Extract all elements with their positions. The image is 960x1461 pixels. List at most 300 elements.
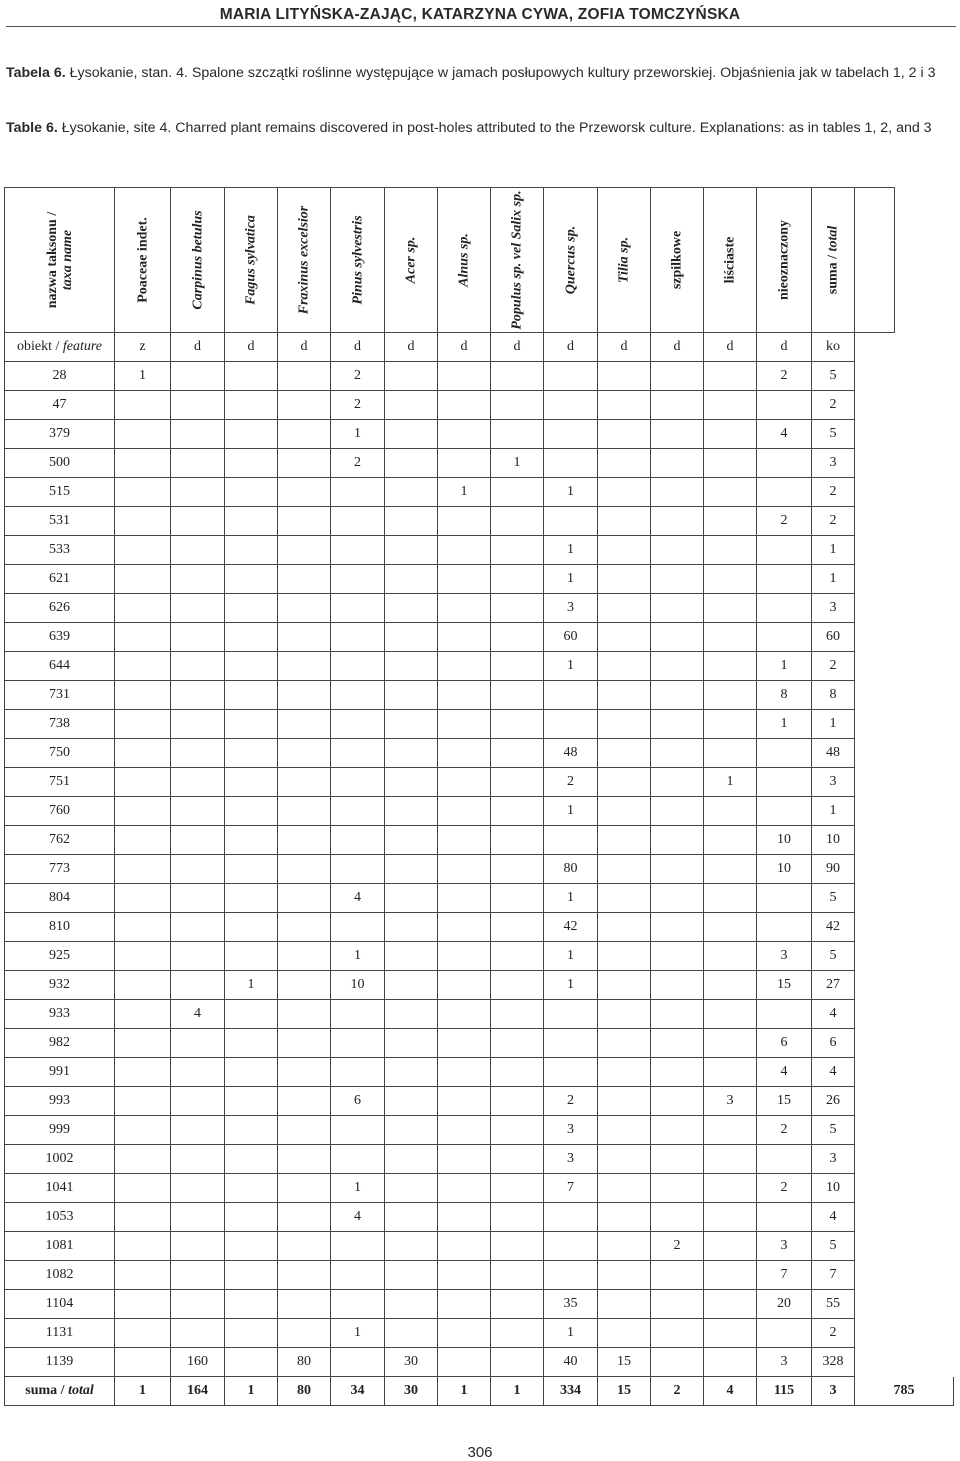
count-cell: 30: [385, 1348, 438, 1377]
count-cell: [278, 565, 331, 594]
header-column-9: [598, 188, 651, 333]
count-cell: [225, 1000, 278, 1029]
total-row: [5, 1377, 954, 1406]
count-cell: 1: [331, 1174, 385, 1203]
feature-id-cell: 773: [5, 855, 115, 884]
table-row: [5, 391, 954, 420]
count-cell: [544, 681, 598, 710]
feature-code: d: [491, 333, 544, 362]
count-cell: [438, 913, 491, 942]
caption-english-label: Table 6.: [6, 120, 58, 136]
count-cell: 4: [812, 1000, 855, 1029]
count-cell: [278, 623, 331, 652]
total-cell: 1: [225, 1377, 278, 1406]
count-cell: [491, 1087, 544, 1116]
feature-id-cell: 993: [5, 1087, 115, 1116]
count-cell: [171, 913, 225, 942]
table-row: [5, 826, 954, 855]
count-cell: [491, 594, 544, 623]
count-cell: [115, 449, 171, 478]
count-cell: [651, 420, 704, 449]
table-row: [5, 1232, 954, 1261]
count-cell: [598, 391, 651, 420]
count-cell: [438, 1203, 491, 1232]
count-cell: [491, 362, 544, 391]
count-cell: [278, 1058, 331, 1087]
count-cell: [385, 507, 438, 536]
count-cell: 1: [225, 971, 278, 1000]
count-cell: [171, 449, 225, 478]
caption-english: [6, 118, 936, 138]
count-cell: 1: [544, 652, 598, 681]
count-cell: [438, 391, 491, 420]
count-cell: [491, 1145, 544, 1174]
count-cell: [438, 1029, 491, 1058]
count-cell: [651, 681, 704, 710]
caption-polish-text: Łysokanie, stan. 4. Spalone szczątki roślinne występujące w jamach posłupowych kultury przeworskiej. Objaśnienia jak w tabelach 1, 2 i 3: [65, 65, 936, 81]
count-cell: [651, 1261, 704, 1290]
count-cell: [225, 1203, 278, 1232]
count-cell: [651, 362, 704, 391]
table-row: [5, 1319, 954, 1348]
feature-id-cell: 1041: [5, 1174, 115, 1203]
count-cell: [278, 971, 331, 1000]
table-row: [5, 855, 954, 884]
header-column-12: [757, 188, 812, 333]
count-cell: [331, 1145, 385, 1174]
count-cell: [757, 884, 812, 913]
count-cell: [438, 594, 491, 623]
table-row: [5, 913, 954, 942]
count-cell: 1: [544, 536, 598, 565]
count-cell: [598, 1116, 651, 1145]
count-cell: 1: [704, 768, 757, 797]
count-cell: 2: [544, 768, 598, 797]
count-cell: [331, 797, 385, 826]
count-cell: [598, 1290, 651, 1319]
table-row: [5, 1029, 954, 1058]
count-cell: [331, 565, 385, 594]
count-cell: [171, 565, 225, 594]
count-cell: 90: [812, 855, 855, 884]
count-cell: [171, 1058, 225, 1087]
count-cell: 4: [757, 420, 812, 449]
count-cell: [704, 565, 757, 594]
count-cell: 42: [812, 913, 855, 942]
feature-id-cell: 751: [5, 768, 115, 797]
count-cell: [704, 739, 757, 768]
count-cell: [598, 884, 651, 913]
header-total-label: [826, 226, 841, 294]
count-cell: 1: [438, 478, 491, 507]
count-cell: [331, 768, 385, 797]
count-cell: [115, 652, 171, 681]
count-cell: [278, 1087, 331, 1116]
count-cell: 80: [278, 1348, 331, 1377]
total-cell: 334: [544, 1377, 598, 1406]
feature-code: d: [757, 333, 812, 362]
count-cell: 1: [812, 710, 855, 739]
count-cell: [438, 884, 491, 913]
count-cell: [278, 1319, 331, 1348]
feature-id-cell: 639: [5, 623, 115, 652]
count-cell: [438, 1261, 491, 1290]
count-cell: [225, 420, 278, 449]
count-cell: [438, 1319, 491, 1348]
count-cell: [278, 1029, 331, 1058]
count-cell: [278, 884, 331, 913]
count-cell: [331, 681, 385, 710]
count-cell: 1: [544, 971, 598, 1000]
count-cell: 4: [812, 1203, 855, 1232]
count-cell: [491, 797, 544, 826]
count-cell: [115, 391, 171, 420]
header-total-pl: suma /: [825, 251, 841, 295]
total-cell: 2: [651, 1377, 704, 1406]
count-cell: [385, 826, 438, 855]
count-cell: [115, 797, 171, 826]
count-cell: [598, 362, 651, 391]
count-cell: [171, 942, 225, 971]
count-cell: [171, 1174, 225, 1203]
header-column-label: Tilia sp.: [616, 236, 632, 284]
table-row: [5, 594, 954, 623]
count-cell: [491, 1058, 544, 1087]
count-cell: [385, 652, 438, 681]
count-cell: [171, 1232, 225, 1261]
count-cell: 4: [331, 1203, 385, 1232]
count-cell: [331, 1029, 385, 1058]
count-cell: [704, 420, 757, 449]
count-cell: 2: [812, 507, 855, 536]
count-cell: [651, 478, 704, 507]
count-cell: 5: [812, 420, 855, 449]
count-cell: [171, 478, 225, 507]
count-cell: [651, 1319, 704, 1348]
count-cell: 2: [757, 1174, 812, 1203]
count-cell: [757, 565, 812, 594]
count-cell: [704, 1203, 757, 1232]
count-cell: [385, 710, 438, 739]
count-cell: [598, 681, 651, 710]
count-cell: 15: [598, 1348, 651, 1377]
count-cell: [171, 739, 225, 768]
count-cell: 10: [331, 971, 385, 1000]
count-cell: 2: [331, 362, 385, 391]
count-cell: 3: [812, 594, 855, 623]
count-cell: [651, 1000, 704, 1029]
count-cell: [704, 884, 757, 913]
count-cell: 6: [331, 1087, 385, 1116]
count-cell: [278, 1261, 331, 1290]
count-cell: [704, 1174, 757, 1203]
count-cell: [491, 1174, 544, 1203]
count-cell: [115, 1029, 171, 1058]
count-cell: [385, 1058, 438, 1087]
count-cell: [278, 681, 331, 710]
count-cell: [385, 855, 438, 884]
feature-id-cell: 760: [5, 797, 115, 826]
count-cell: 5: [812, 1232, 855, 1261]
count-cell: [171, 1145, 225, 1174]
count-cell: [225, 826, 278, 855]
header-column-label: nieoznaczony: [776, 219, 792, 301]
count-cell: 1: [544, 1319, 598, 1348]
header-column-label: Pinus sylvestris: [350, 215, 365, 305]
count-cell: 1: [491, 449, 544, 478]
total-cell: 80: [278, 1377, 331, 1406]
count-cell: [544, 1232, 598, 1261]
count-cell: [385, 768, 438, 797]
header-taxa-name-label: [45, 212, 75, 308]
feature-id-cell: 531: [5, 507, 115, 536]
count-cell: [651, 623, 704, 652]
count-cell: [278, 855, 331, 884]
count-cell: [598, 913, 651, 942]
count-cell: [438, 1000, 491, 1029]
feature-code: d: [171, 333, 225, 362]
count-cell: [598, 507, 651, 536]
count-cell: 1: [544, 797, 598, 826]
count-cell: [115, 1348, 171, 1377]
count-cell: [278, 739, 331, 768]
feature-code: d: [385, 333, 438, 362]
total-cell: 30: [385, 1377, 438, 1406]
count-cell: [438, 826, 491, 855]
count-cell: [385, 594, 438, 623]
count-cell: [438, 739, 491, 768]
count-cell: 1: [544, 884, 598, 913]
header-column-label: Acer sp.: [403, 236, 419, 284]
count-cell: [598, 739, 651, 768]
count-cell: 10: [812, 826, 855, 855]
count-cell: [598, 1319, 651, 1348]
feature-code: d: [331, 333, 385, 362]
count-cell: [385, 536, 438, 565]
count-cell: 3: [812, 768, 855, 797]
header-column-7: [491, 188, 544, 333]
count-cell: [598, 768, 651, 797]
count-cell: [598, 594, 651, 623]
count-cell: [115, 971, 171, 1000]
table-row: [5, 536, 954, 565]
count-cell: [385, 391, 438, 420]
count-cell: [171, 855, 225, 884]
header-column-6: [438, 188, 491, 333]
count-cell: [115, 681, 171, 710]
count-cell: [491, 565, 544, 594]
count-cell: [757, 1319, 812, 1348]
count-cell: [757, 797, 812, 826]
count-cell: [278, 1116, 331, 1145]
count-cell: [438, 942, 491, 971]
feature-id-cell: 982: [5, 1029, 115, 1058]
count-cell: [385, 1319, 438, 1348]
table-row: [5, 1174, 954, 1203]
header-column-5: [385, 188, 438, 333]
count-cell: [278, 913, 331, 942]
count-cell: 2: [331, 449, 385, 478]
table-row: [5, 1203, 954, 1232]
count-cell: [225, 536, 278, 565]
count-cell: [491, 1000, 544, 1029]
feature-id-cell: 810: [5, 913, 115, 942]
count-cell: [491, 420, 544, 449]
count-cell: [225, 1145, 278, 1174]
count-cell: [225, 1319, 278, 1348]
count-cell: 35: [544, 1290, 598, 1319]
count-cell: [225, 1261, 278, 1290]
count-cell: [115, 507, 171, 536]
count-cell: 1: [331, 420, 385, 449]
count-cell: [331, 826, 385, 855]
feature-code: d: [278, 333, 331, 362]
header-column-2: [225, 188, 278, 333]
count-cell: [438, 623, 491, 652]
count-cell: [331, 1058, 385, 1087]
count-cell: [225, 623, 278, 652]
header-taxa-name-pl: nazwa taksonu /: [44, 211, 60, 309]
count-cell: [651, 826, 704, 855]
header-column-8: [544, 188, 598, 333]
feature-id-cell: 925: [5, 942, 115, 971]
count-cell: [544, 1203, 598, 1232]
count-cell: [385, 1087, 438, 1116]
count-cell: [171, 1319, 225, 1348]
count-cell: [704, 507, 757, 536]
count-cell: [438, 855, 491, 884]
count-cell: [544, 391, 598, 420]
count-cell: 10: [757, 826, 812, 855]
count-cell: 7: [544, 1174, 598, 1203]
count-cell: [438, 1174, 491, 1203]
count-cell: [225, 507, 278, 536]
count-cell: [438, 1116, 491, 1145]
total-cell: 1: [115, 1377, 171, 1406]
count-cell: [115, 1319, 171, 1348]
count-cell: [598, 478, 651, 507]
table-row: [5, 652, 954, 681]
table-row: [5, 507, 954, 536]
count-cell: [331, 710, 385, 739]
total-cell: 115: [757, 1377, 812, 1406]
count-cell: [491, 1232, 544, 1261]
count-cell: [651, 536, 704, 565]
header-total-en: total: [825, 225, 841, 252]
count-cell: [171, 1261, 225, 1290]
count-cell: [704, 536, 757, 565]
count-cell: [278, 478, 331, 507]
count-cell: [704, 1029, 757, 1058]
count-cell: [115, 1116, 171, 1145]
feature-id-cell: 1002: [5, 1145, 115, 1174]
count-cell: [171, 536, 225, 565]
header-column-label: Fraxinus excelsior: [296, 205, 312, 315]
count-cell: [171, 884, 225, 913]
count-cell: 1: [757, 652, 812, 681]
count-cell: [278, 1290, 331, 1319]
count-cell: [491, 391, 544, 420]
feature-id-cell: 932: [5, 971, 115, 1000]
count-cell: 2: [757, 507, 812, 536]
count-cell: [385, 478, 438, 507]
count-cell: [115, 1087, 171, 1116]
count-cell: [757, 1145, 812, 1174]
total-cell: 34: [331, 1377, 385, 1406]
count-cell: [598, 1145, 651, 1174]
header-column-3: [278, 188, 331, 333]
feature-id-cell: 1104: [5, 1290, 115, 1319]
table-row: [5, 1087, 954, 1116]
count-cell: 1: [812, 536, 855, 565]
count-cell: 2: [651, 1232, 704, 1261]
count-cell: [651, 1290, 704, 1319]
count-cell: [651, 652, 704, 681]
table-row: [5, 362, 954, 391]
count-cell: 15: [757, 1087, 812, 1116]
count-cell: [438, 362, 491, 391]
count-cell: [704, 1232, 757, 1261]
count-cell: [115, 768, 171, 797]
count-cell: [704, 855, 757, 884]
table-row: [5, 797, 954, 826]
table-row: [5, 1348, 954, 1377]
count-cell: [651, 913, 704, 942]
table-row: [5, 420, 954, 449]
count-cell: 1: [544, 565, 598, 594]
count-cell: 42: [544, 913, 598, 942]
count-cell: 20: [757, 1290, 812, 1319]
count-cell: [385, 739, 438, 768]
header-column-label: szpilkowe: [669, 230, 685, 290]
count-cell: 2: [757, 362, 812, 391]
count-cell: [757, 768, 812, 797]
count-cell: [115, 1058, 171, 1087]
count-cell: [225, 739, 278, 768]
count-cell: [651, 1174, 704, 1203]
count-cell: [651, 739, 704, 768]
count-cell: [278, 1000, 331, 1029]
table-row: [5, 768, 954, 797]
count-cell: [331, 1348, 385, 1377]
feature-row: [5, 333, 954, 362]
feature-id-cell: 500: [5, 449, 115, 478]
count-cell: [225, 710, 278, 739]
count-cell: [438, 652, 491, 681]
feature-id-cell: 621: [5, 565, 115, 594]
count-cell: [115, 536, 171, 565]
count-cell: [115, 855, 171, 884]
count-cell: [171, 971, 225, 1000]
count-cell: 1: [812, 797, 855, 826]
feature-id-cell: 626: [5, 594, 115, 623]
count-cell: 1: [331, 1319, 385, 1348]
count-cell: [491, 1261, 544, 1290]
count-cell: [598, 942, 651, 971]
count-cell: [598, 710, 651, 739]
count-cell: [171, 826, 225, 855]
count-cell: [651, 797, 704, 826]
count-cell: [225, 855, 278, 884]
count-cell: 2: [812, 478, 855, 507]
header-taxa-name: [5, 188, 115, 333]
count-cell: [544, 507, 598, 536]
count-cell: [385, 1174, 438, 1203]
feature-id-cell: 933: [5, 1000, 115, 1029]
count-cell: [331, 1116, 385, 1145]
count-cell: [331, 536, 385, 565]
count-cell: [544, 1029, 598, 1058]
